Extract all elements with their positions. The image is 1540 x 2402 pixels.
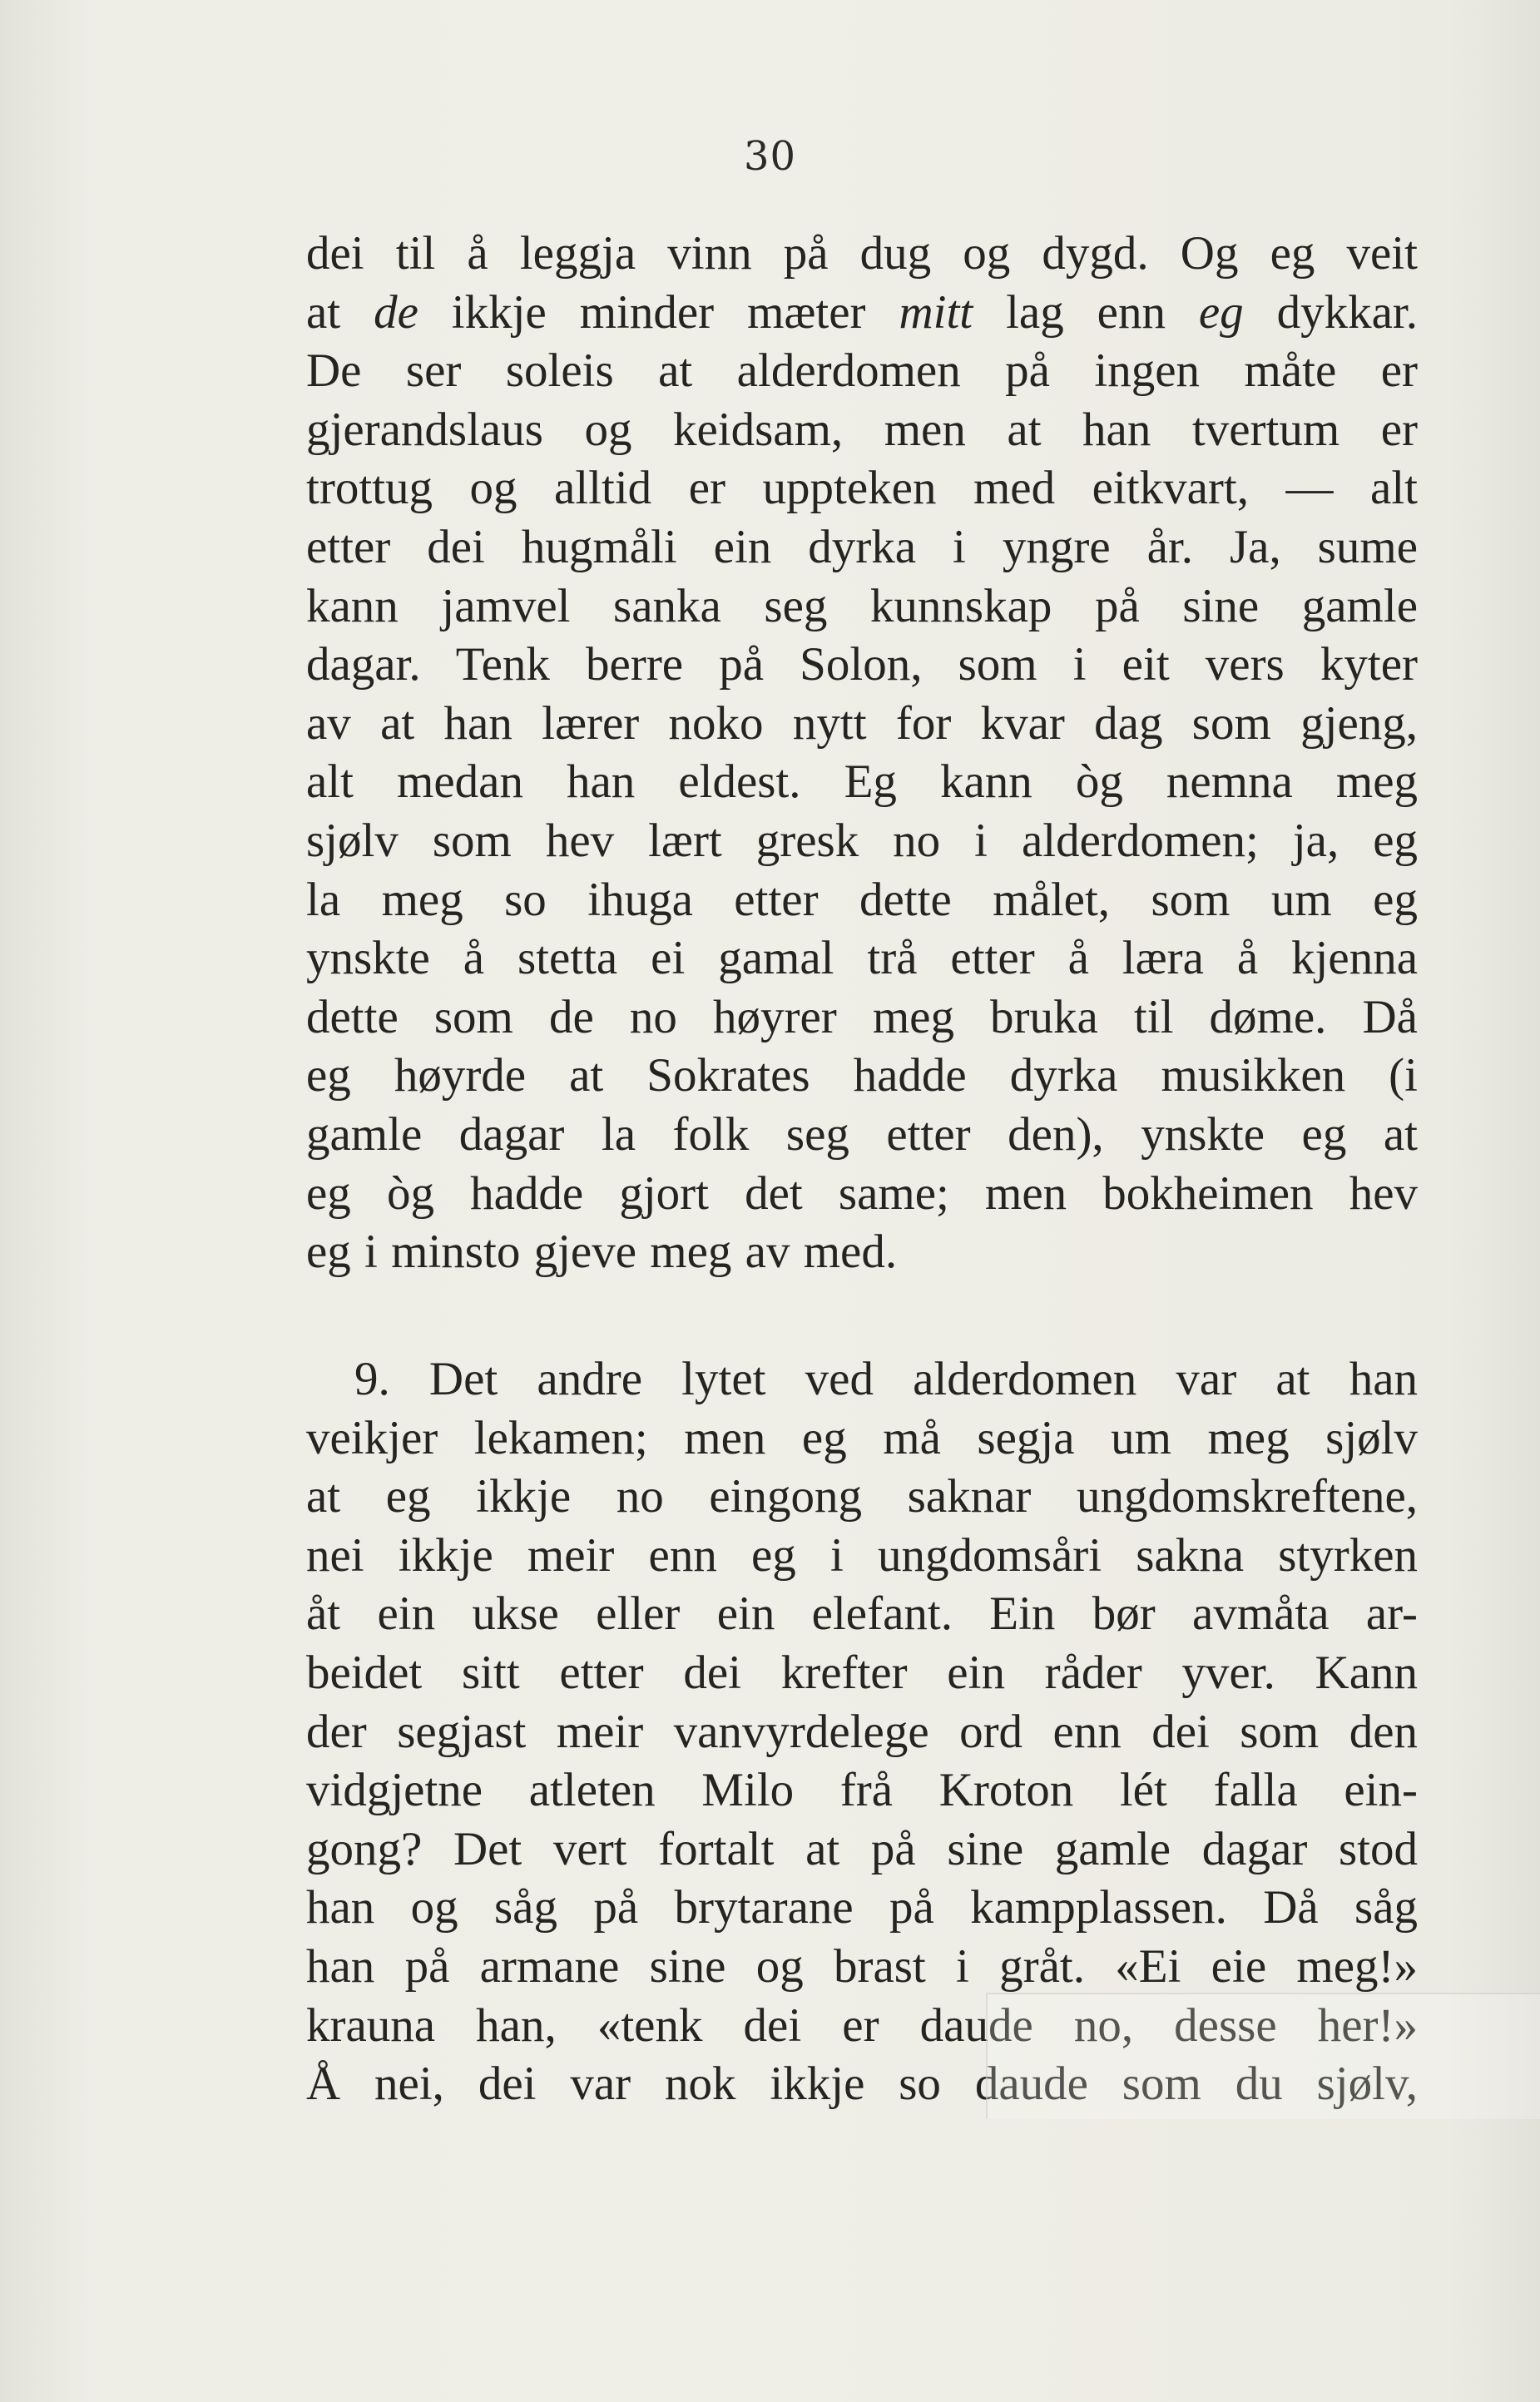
text-segment: trottug og alltid er uppteken med eitkvart, — alt [306,462,1418,515]
text-line [306,518,1418,577]
text-segment: dei til å leggja vinn på dug og dygd. Og eg veit [306,227,1418,280]
text-line: gong? Det vert fortalt at på sine gamle dagar stod [306,1822,1418,1875]
text-line: Å nei, dei var nok ikkje so daude som du sjølv, [306,2058,1418,2111]
text-segment: sjølv som hev lært gresk no i alderdomen; ja, eg [306,814,1418,867]
text-line [306,812,1418,871]
page-number: 30 [743,133,797,180]
text-segment: dykkar. [1243,285,1418,339]
text-line [306,695,1418,754]
text-segment: gamle dagar la folk seg etter den), ynskte eg at [306,1107,1418,1161]
text-segment: etter dei hugmåli ein dyrka i yngre år. Ja, sume [306,520,1418,573]
text-line: krauna han, «tenk dei er daude no, desse her!» [306,1998,1418,2052]
text-line [306,753,1418,812]
text-line [306,988,1418,1047]
text-segment: av at han lærer noko nytt for kvar dag som gjeng, [306,696,1418,750]
text-line [306,929,1418,988]
text-segment: eg i minsto gjeve meg av med. [306,1226,898,1279]
text-line: han på armane sine og brast i gråt. «Ei eie meg!» [306,1939,1418,1993]
text-segment: lag enn [973,285,1199,339]
text-line: at eg ikkje no eingong saknar ungdomskreftene, [306,1470,1418,1523]
text-segment: ynskte å stetta ei gamal trå etter å læra å kjenna [306,932,1418,985]
text-line: han og såg på brytarane på kampplassen. Då såg [306,1881,1418,1934]
text-segment: at [306,285,374,339]
paragraph-1 [306,225,1418,1282]
text-line [306,871,1418,930]
text-line [306,401,1418,460]
italic-word: mitt [899,285,973,339]
text-line: vidgjetne atleten Milo frå Kroton lét falla ein- [306,1764,1418,1817]
text-segment: la meg so ihuga etter dette målet, som um eg [306,873,1418,926]
text-line: beidet sitt etter dei krefter ein råder yver. Kann [306,1646,1418,1699]
text-segment: dagar. Tenk berre på Solon, som i eit vers kyter [306,638,1418,691]
italic-word: eg [1198,285,1244,339]
text-line [306,1165,1418,1224]
text-line [306,1223,1418,1282]
text-line [306,342,1418,401]
text-line [306,577,1418,636]
text-line [306,1106,1418,1165]
text-line [306,459,1418,518]
text-line [306,225,1418,284]
text-line [306,1047,1418,1106]
text-segment: eg òg hadde gjort det same; men bokheimen hev [306,1166,1418,1220]
text-line [306,284,1418,343]
text-line: nei ikkje meir enn eg i ungdomsåri sakna styrken [306,1528,1418,1582]
paper-patch [986,1993,1540,2119]
text-segment: ikkje minder mæter [418,285,899,339]
text-line [306,636,1418,695]
text-line: 9. Det andre lytet ved alderdomen var at han [354,1353,1418,1405]
text-line: åt ein ukse eller ein elefant. Ein bør avmåta ar- [306,1587,1418,1641]
text-segment: alt medan han eldest. Eg kann òg nemna meg [306,755,1418,809]
text-segment: gjerandslaus og keidsam, men at han tvertum er [306,403,1418,456]
text-segment: De ser soleis at alderdomen på ingen måte er [306,344,1418,398]
text-segment: dette som de no høyrer meg bruka til døme. Då [306,990,1418,1043]
text-line: der segjast meir vanvyrdelege ord enn dei som den [306,1705,1418,1758]
italic-word: de [374,285,418,339]
text-segment: eg høyrde at Sokrates hadde dyrka musikken (i [306,1049,1418,1102]
text-line: veikjer lekamen; men eg må segja um meg sjølv [306,1411,1418,1464]
text-segment: kann jamvel sanka seg kunnskap på sine gamle [306,579,1418,632]
